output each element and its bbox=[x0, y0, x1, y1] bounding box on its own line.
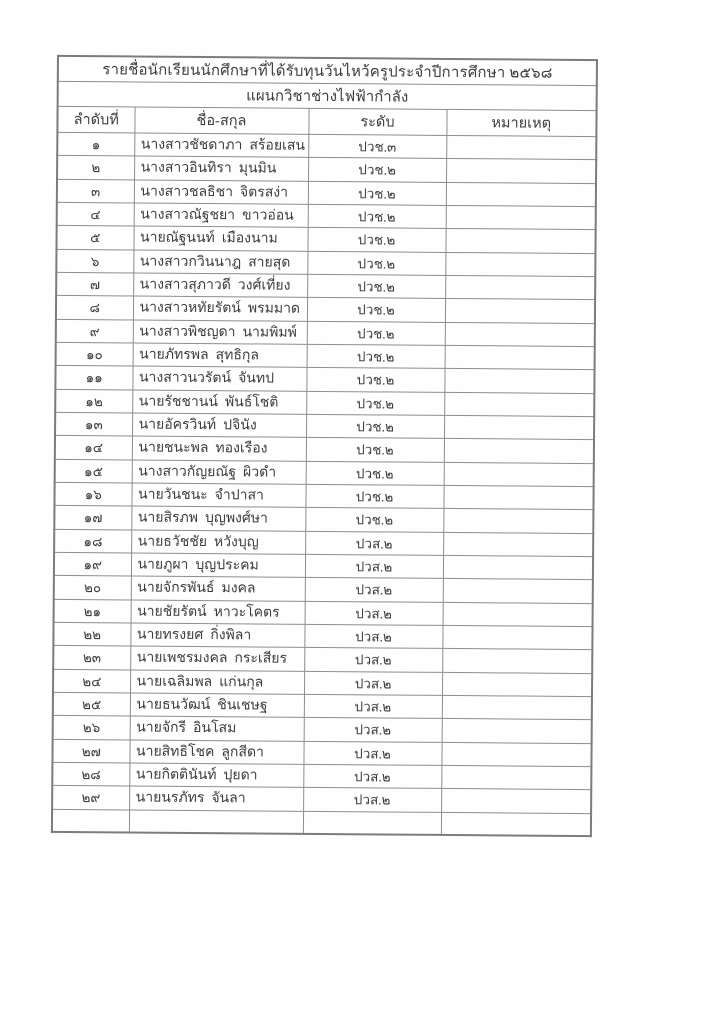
student-name: นางสาวกวินนาฎ สายสุด bbox=[133, 250, 307, 275]
student-name: นายชนะพล ทองเรือง bbox=[132, 436, 306, 461]
row-number: ๒๘ bbox=[52, 762, 129, 786]
student-name: นายเฉลิมพล แก่นกุล bbox=[130, 670, 304, 695]
student-level: ปวช.๒ bbox=[306, 368, 444, 392]
row-note bbox=[443, 485, 593, 510]
student-name: นายกิตตินันท์ ปุยดา bbox=[129, 763, 303, 788]
row-note bbox=[446, 135, 596, 160]
student-name: นายจักรี อินโสม bbox=[130, 716, 304, 741]
row-number: ๒๕ bbox=[53, 692, 130, 716]
row-note bbox=[445, 345, 595, 370]
row-number: ๓ bbox=[57, 179, 134, 203]
student-name: นายชัยรัตน์ หาวะโคตร bbox=[131, 600, 305, 625]
scholarship-table bbox=[51, 55, 598, 838]
row-note bbox=[441, 789, 591, 814]
column-header-level: ระดับ bbox=[308, 108, 446, 135]
row-number: ๑๙ bbox=[54, 552, 131, 576]
row-number: ๖ bbox=[56, 249, 133, 273]
student-name bbox=[129, 809, 303, 834]
student-name: นางสาวหทัยรัตน์ พรมมาด bbox=[133, 296, 307, 321]
row-number: ๑๒ bbox=[55, 389, 132, 413]
row-number: ๒๑ bbox=[54, 599, 131, 623]
row-number: ๕ bbox=[56, 226, 133, 250]
student-name: นายวันชนะ จำปาสา bbox=[131, 483, 305, 508]
student-level: ปวช.๒ bbox=[308, 181, 446, 205]
student-name: นางสาวอินทิรา มุนมิน bbox=[134, 156, 308, 181]
row-number: ๑ bbox=[57, 132, 134, 156]
student-level: ปวช.๒ bbox=[306, 391, 444, 415]
student-level: ปวช.๒ bbox=[306, 438, 444, 462]
student-name: นางสาวกัญยณัฐ ผิวดำ bbox=[132, 460, 306, 485]
document-title: รายชื่อนักเรียนนักศึกษาที่ได้รับทุนวันไหว้ครูประจำปีการศึกษา ๒๕๖๘ bbox=[58, 56, 597, 86]
row-number: ๒๗ bbox=[52, 739, 129, 763]
student-name: นายณัฐนนท์ เมืองนาม bbox=[133, 226, 307, 251]
student-level: ปวส.๒ bbox=[304, 671, 442, 695]
row-note bbox=[443, 555, 593, 580]
row-note bbox=[444, 392, 594, 417]
student-name: นายสิรภพ บุญพงศ์ษา bbox=[131, 506, 305, 531]
row-number: ๑๐ bbox=[56, 342, 133, 366]
student-level: ปวส.๒ bbox=[303, 741, 441, 765]
student-level: ปวช.๒ bbox=[307, 251, 445, 275]
student-name: นางสาวชัชดาภา สร้อยเสน bbox=[134, 133, 308, 158]
student-level: ปวช.๒ bbox=[305, 508, 443, 532]
table-row bbox=[52, 809, 591, 837]
row-number: ๑๑ bbox=[55, 366, 132, 390]
row-number: ๑๕ bbox=[55, 459, 132, 483]
title-row bbox=[58, 56, 597, 86]
row-number: ๒๔ bbox=[53, 669, 130, 693]
row-note bbox=[443, 602, 593, 627]
student-level: ปวส.๒ bbox=[305, 578, 443, 602]
student-name: นางสาวณัฐชยา ขาวอ่อน bbox=[134, 203, 308, 228]
student-name: นางสาวชลธิชา จิตรสง่า bbox=[134, 180, 308, 205]
student-name: นายอัครวินท์ ปจินัง bbox=[132, 413, 306, 438]
row-note bbox=[444, 369, 594, 394]
student-level: ปวช.๒ bbox=[307, 344, 445, 368]
student-name: นายภูผา บุญประคม bbox=[131, 553, 305, 578]
row-number: ๒ bbox=[57, 156, 134, 180]
row-note bbox=[443, 509, 593, 534]
row-number: ๑๖ bbox=[54, 482, 131, 506]
student-level: ปวช.๒ bbox=[308, 204, 446, 228]
row-number: ๒๙ bbox=[52, 786, 129, 810]
row-note bbox=[445, 299, 595, 324]
student-level bbox=[303, 811, 441, 835]
row-note bbox=[442, 695, 592, 720]
student-name: นายทรงยศ กิ่งพิลา bbox=[130, 623, 304, 648]
row-note bbox=[442, 649, 592, 674]
student-name: นายนรภัทร จันลา bbox=[129, 786, 303, 811]
student-name: นางสาวสุภาวดี วงศ์เที่ยง bbox=[133, 273, 307, 298]
student-level: ปวช.๒ bbox=[307, 274, 445, 298]
student-level: ปวส.๒ bbox=[304, 718, 442, 742]
student-level: ปวช.๒ bbox=[305, 484, 443, 508]
student-level: ปวส.๒ bbox=[303, 764, 441, 788]
student-name: นายรัชชานน์ พันธ์โชติ bbox=[132, 390, 306, 415]
student-level: ปวช.๒ bbox=[307, 298, 445, 322]
column-header-note: หมายเหตุ bbox=[446, 109, 596, 136]
row-number: ๑๗ bbox=[54, 506, 131, 530]
student-level: ปวช.๒ bbox=[307, 228, 445, 252]
row-number: ๗ bbox=[56, 272, 133, 296]
row-number: ๙ bbox=[56, 319, 133, 343]
row-note bbox=[444, 439, 594, 464]
row-note bbox=[445, 322, 595, 347]
student-name: นายเพชรมงคล กระเสียร bbox=[130, 646, 304, 671]
row-number: ๘ bbox=[56, 296, 133, 320]
student-level: ปวช.๒ bbox=[308, 158, 446, 182]
row-note bbox=[442, 625, 592, 650]
student-name: นางสาวนวรัตน์ จันทป bbox=[132, 366, 306, 391]
student-level: ปวส.๒ bbox=[304, 624, 442, 648]
table-body bbox=[52, 132, 596, 836]
document-subtitle: แผนกวิชาช่างไฟฟ้ากำลัง bbox=[58, 81, 597, 110]
student-level: ปวส.๒ bbox=[304, 694, 442, 718]
student-level: ปวส.๒ bbox=[303, 788, 441, 812]
row-number: ๑๓ bbox=[55, 412, 132, 436]
row-number: ๒๐ bbox=[54, 576, 131, 600]
row-number: ๑๔ bbox=[55, 436, 132, 460]
student-level: ปวช.๒ bbox=[307, 321, 445, 345]
row-note bbox=[443, 532, 593, 557]
column-header-no: ลำดับที่ bbox=[57, 106, 134, 133]
row-number: ๒๓ bbox=[53, 646, 130, 670]
student-name: นางสาวพิชญดา นามพิมพ์ bbox=[133, 320, 307, 345]
student-level: ปวส.๒ bbox=[304, 648, 442, 672]
row-note bbox=[446, 205, 596, 230]
row-note bbox=[446, 182, 596, 207]
row-note bbox=[441, 742, 591, 767]
row-note bbox=[444, 415, 594, 440]
student-name: นายธนวัฒน์ ชินเชษฐ bbox=[130, 693, 304, 718]
row-note bbox=[446, 159, 596, 184]
student-name: นายจักรพันธ์ มงคล bbox=[131, 576, 305, 601]
column-header-name: ชื่อ-สกุล bbox=[134, 107, 308, 134]
row-number: ๔ bbox=[57, 202, 134, 226]
row-number bbox=[52, 809, 129, 833]
student-name: นายภัทรพล สุทธิกุล bbox=[133, 343, 307, 368]
row-note bbox=[443, 579, 593, 604]
row-note bbox=[445, 275, 595, 300]
student-name: นายธวัชชัย หวังบุญ bbox=[131, 530, 305, 555]
row-number: ๑๘ bbox=[54, 529, 131, 553]
row-note bbox=[442, 672, 592, 697]
student-level: ปวส.๒ bbox=[305, 531, 443, 555]
student-level: ปวช.๒ bbox=[306, 461, 444, 485]
row-note bbox=[445, 252, 595, 277]
row-note bbox=[441, 812, 591, 837]
student-name: นายสิทธิโชค ลูกสีดา bbox=[129, 739, 303, 764]
row-note bbox=[442, 719, 592, 744]
row-note bbox=[441, 765, 591, 790]
student-level: ปวส.๒ bbox=[305, 554, 443, 578]
row-note bbox=[444, 462, 594, 487]
student-level: ปวช.๓ bbox=[308, 134, 446, 158]
row-note bbox=[445, 229, 595, 254]
row-number: ๒๒ bbox=[53, 622, 130, 646]
student-level: ปวช.๒ bbox=[306, 414, 444, 438]
student-level: ปวส.๒ bbox=[305, 601, 443, 625]
row-number: ๒๖ bbox=[53, 716, 130, 740]
